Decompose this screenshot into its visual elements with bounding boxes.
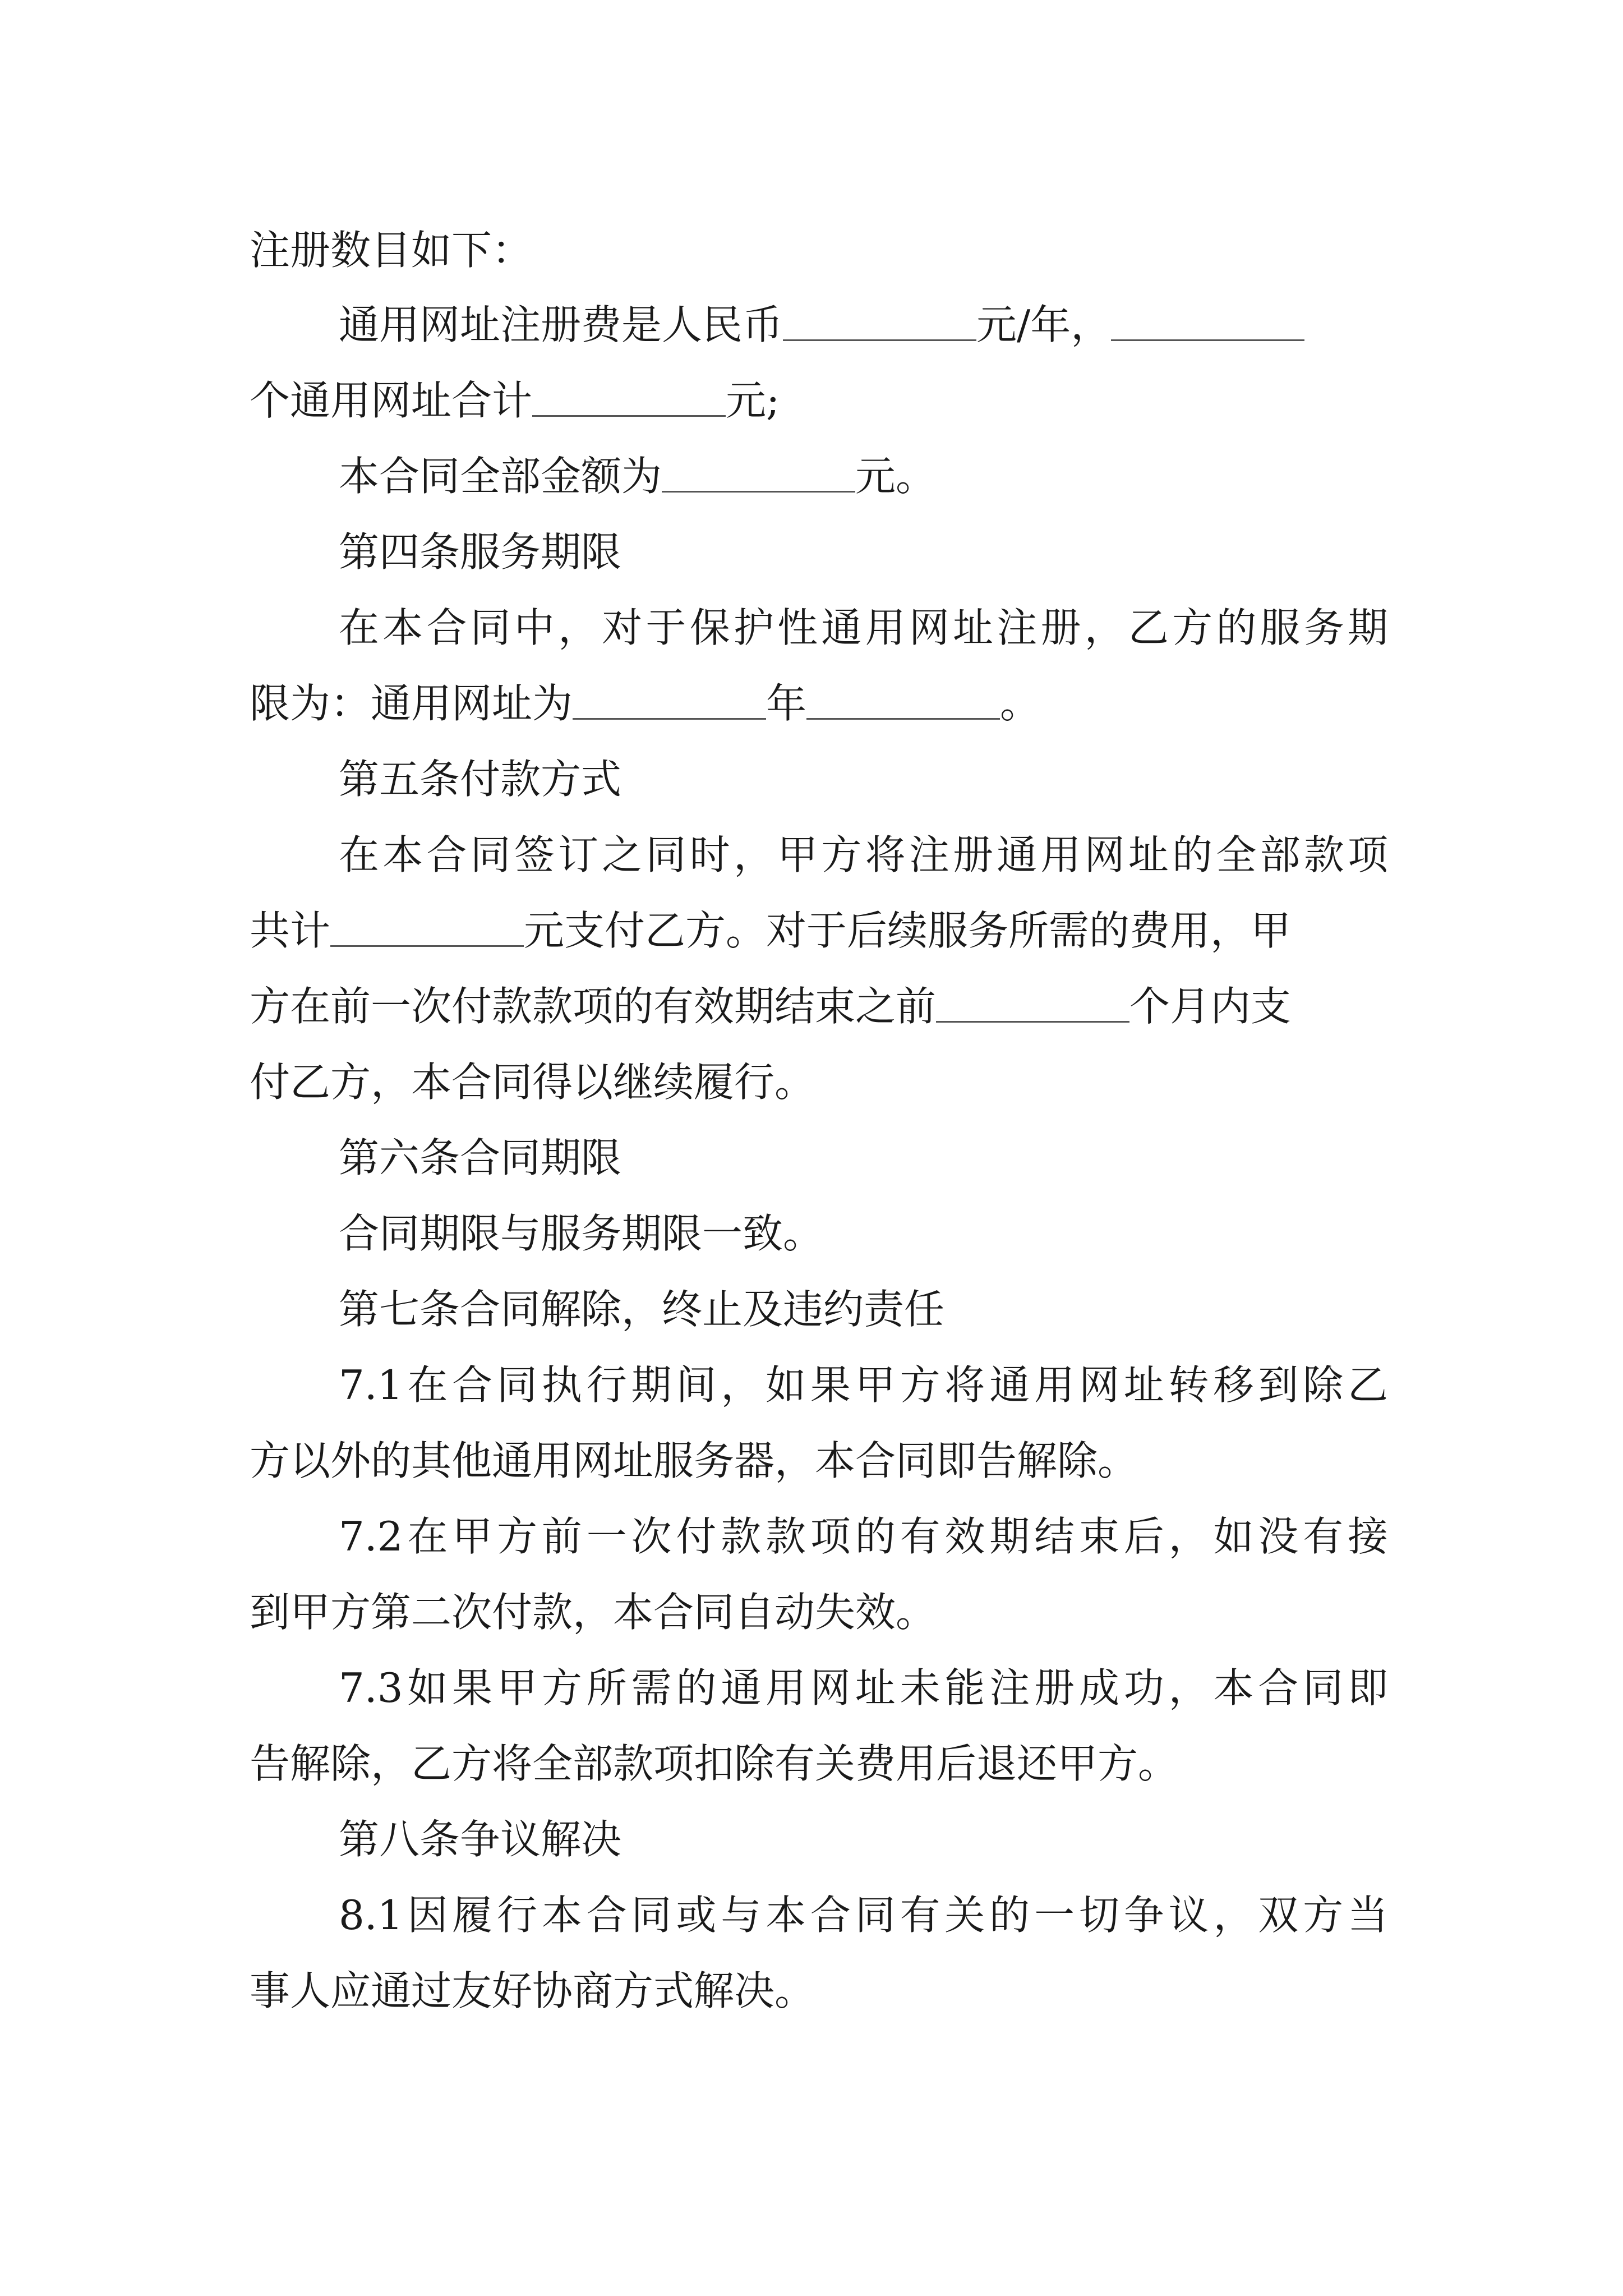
text-line xyxy=(250,978,1291,1034)
line-text: 事人应通过友好协商方式解决。 xyxy=(250,1967,815,2014)
line-text: 元支付乙方。对于后续服务所需的费用，甲 xyxy=(524,907,1292,954)
text-line xyxy=(250,903,1291,959)
section-heading xyxy=(339,1130,621,1186)
text-line xyxy=(339,297,1304,353)
text-line xyxy=(339,600,1388,656)
fill-blank xyxy=(1111,306,1304,341)
text-line xyxy=(339,1205,823,1262)
fill-blank xyxy=(330,912,524,947)
text-line xyxy=(250,1584,936,1640)
fill-blank xyxy=(573,684,766,720)
text-line xyxy=(339,1357,1388,1413)
text-line xyxy=(250,372,780,429)
text-line xyxy=(250,1736,1178,1792)
fill-blank xyxy=(783,306,976,341)
fill-blank xyxy=(936,987,1129,1023)
line-text: 7.2在甲方前一次付款款项的有效期结束后，如没有接 xyxy=(339,1513,1388,1560)
text-line xyxy=(339,1887,1388,1943)
fill-blank xyxy=(662,457,855,493)
line-text: 8.1因履行本合同或与本合同有关的一切争议，双方当 xyxy=(339,1892,1388,1939)
line-text: 元。 xyxy=(855,453,937,500)
section-heading xyxy=(339,1281,944,1337)
line-text: 方以外的其他通用网址服务器，本合同即告解除。 xyxy=(250,1437,1138,1484)
line-text: 方在前一次付款款项的有效期结束之前 xyxy=(250,983,937,1030)
section-heading xyxy=(339,1811,621,1867)
line-text: 第五条付款方式 xyxy=(339,756,622,803)
text-line xyxy=(250,1963,815,2019)
line-text: 到甲方第二次付款，本合同自动失效。 xyxy=(250,1589,937,1636)
text-line xyxy=(250,675,1040,731)
section-heading xyxy=(339,751,621,807)
line-text: 在本合同中，对于保护性通用网址注册，乙方的服务期 xyxy=(339,604,1388,651)
line-text: 元; xyxy=(726,377,780,424)
line-text: 第四条服务期限 xyxy=(339,528,622,576)
text-line xyxy=(339,1508,1388,1565)
line-text: 第八条争议解决 xyxy=(339,1816,622,1863)
line-text: 通用网址注册费是人民币 xyxy=(339,301,783,348)
line-text: 7.3如果甲方所需的通用网址未能注册成功，本合同即 xyxy=(339,1664,1388,1711)
line-text: 在本合同签订之同时，甲方将注册通用网址的全部款项 xyxy=(339,831,1388,878)
fill-blank xyxy=(806,684,1000,720)
line-text: 元/年， xyxy=(976,301,1112,348)
section-heading xyxy=(339,524,621,580)
text-line xyxy=(339,827,1388,883)
line-text: 本合同全部金额为 xyxy=(339,453,662,500)
line-text: 第七条合同解除，终止及违约责任 xyxy=(339,1286,945,1333)
line-text: 。 xyxy=(1000,680,1041,727)
line-text: 合同期限与服务期限一致。 xyxy=(339,1210,824,1257)
text-line xyxy=(250,1054,815,1110)
text-line xyxy=(339,1660,1388,1716)
line-text: 付乙方，本合同得以继续履行。 xyxy=(250,1059,815,1106)
line-text: 限为：通用网址为 xyxy=(250,680,573,727)
line-text: 个月内支 xyxy=(1129,983,1292,1030)
text-line xyxy=(250,222,532,278)
line-text: 告解除，乙方将全部款项扣除有关费用后退还甲方。 xyxy=(250,1740,1179,1787)
line-text: 共计 xyxy=(250,907,331,954)
line-text: 注册数目如下： xyxy=(250,227,533,274)
line-text: 7.1在合同执行期间，如果甲方将通用网址转移到除乙 xyxy=(339,1361,1388,1409)
fill-blank xyxy=(532,381,726,417)
text-line xyxy=(339,448,936,504)
line-text: 年 xyxy=(766,680,807,727)
text-line xyxy=(250,1433,1138,1489)
line-text: 第六条合同期限 xyxy=(339,1134,622,1181)
line-text: 个通用网址合计 xyxy=(250,377,533,424)
